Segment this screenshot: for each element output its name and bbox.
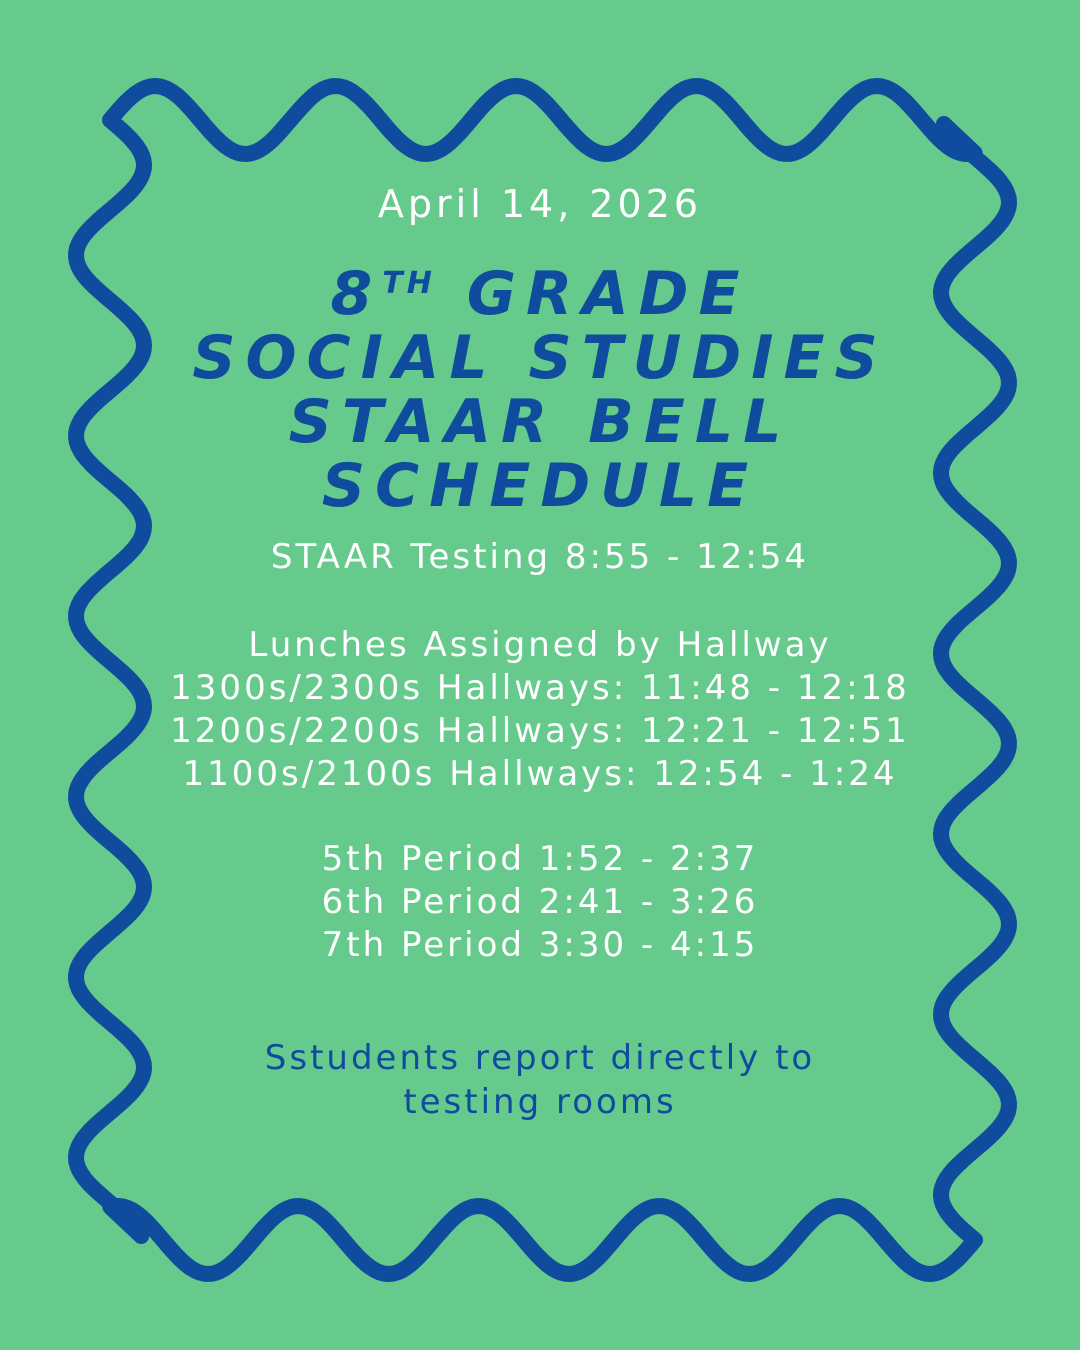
period-schedule bbox=[0, 838, 1080, 967]
title-line3: STAAR BELL bbox=[288, 387, 792, 457]
lunch-row: 1200s/2200s Hallways: 12:21 - 12:51 bbox=[170, 711, 910, 751]
title-line4: SCHEDULE bbox=[321, 451, 759, 521]
title-grade-suffix: TH bbox=[382, 266, 436, 301]
note-line1: Sstudents report directly to bbox=[264, 1038, 816, 1078]
title-grade: 8 bbox=[330, 259, 383, 329]
title-line2: SOCIAL STUDIES bbox=[192, 323, 888, 393]
title-line1: GRADE bbox=[466, 259, 750, 329]
note-line2: testing rooms bbox=[403, 1082, 677, 1122]
lunch-row: 1300s/2300s Hallways: 11:48 - 12:18 bbox=[170, 668, 910, 708]
period-row: 7th Period 3:30 - 4:15 bbox=[321, 925, 759, 965]
student-note bbox=[0, 1036, 1080, 1124]
testing-time: STAAR Testing 8:55 - 12:54 bbox=[270, 537, 810, 577]
lunch-row: 1100s/2100s Hallways: 12:54 - 1:24 bbox=[182, 754, 898, 794]
lunch-schedule bbox=[0, 624, 1080, 796]
date: April 14, 2026 bbox=[377, 182, 703, 226]
lunch-heading: Lunches Assigned by Hallway bbox=[248, 625, 832, 665]
period-row: 6th Period 2:41 - 3:26 bbox=[321, 882, 759, 922]
page-title bbox=[0, 252, 1080, 521]
period-row: 5th Period 1:52 - 2:37 bbox=[321, 839, 759, 879]
